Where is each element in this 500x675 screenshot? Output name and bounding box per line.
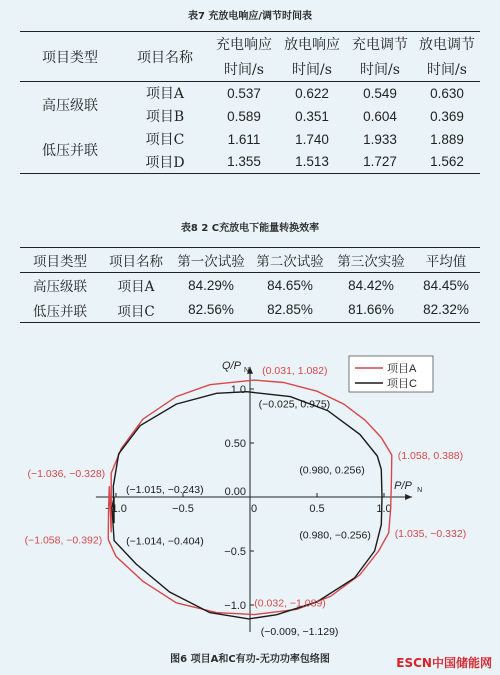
value-cell: 1.889 [430,131,464,147]
x-tick-label: 0.5 [309,503,325,515]
logo-text: 中国储能网 [431,656,492,670]
group-cell: 低压并联 [42,143,98,160]
point-annotation: (−0.009, −1.129) [260,625,339,638]
value-cell: 84.65% [267,277,313,293]
value-cell: 1.933 [363,131,397,147]
point-annotation: (0.980, 0.256) [299,464,365,477]
value-cell: 0.622 [295,85,329,101]
name-cell: 项目A [117,279,155,296]
name-cell: 项目C [117,303,155,320]
value-cell: 84.42% [348,277,394,293]
point-annotation: (−1.015, −0.243) [125,484,204,496]
y-axis-label: Q/P [222,359,241,372]
name-cell: 项目C [145,132,185,148]
value-cell: 0.589 [227,108,261,124]
name-cell: 项目A [145,86,185,103]
name-cell: 项目D [145,154,185,171]
header-col4-l2: 时间/s [427,61,467,78]
point-annotation: (−1.036, −0.328) [27,468,106,481]
value-cell: 84.45% [423,277,469,293]
name-cell: 项目B [145,109,185,125]
value-cell: 0.604 [363,108,397,124]
point-annotation: (−0.025, 0.975) [258,398,331,411]
value-cell: 1.513 [295,154,329,170]
y-tick-label: 1.0 [230,384,246,396]
value-cell: 82.32% [423,302,469,318]
value-cell: 81.66% [348,302,394,318]
x-tick-label: 0 [250,503,258,515]
header-col3-l1: 充电调节 [352,37,408,54]
table-row [20,82,480,105]
x-tick-label: 1.0 [376,503,392,515]
type-cell: 低压并联 [33,303,87,320]
legend-label: 项目C [387,378,417,390]
value-cell: 0.630 [430,85,464,101]
point-annotation: (0.032, −1.089) [254,597,326,610]
value-cell: 82.56% [188,302,234,318]
value-cell: 0.369 [430,108,464,124]
value-cell: 0.537 [227,85,261,101]
value-cell: 1.740 [295,131,329,147]
table7 [20,31,480,174]
header-cell: 第二次试验 [256,254,324,270]
value-cell: 1.562 [430,154,464,170]
value-cell: 1.727 [363,154,397,170]
point-annotation: (−1.014, −0.404) [126,535,204,548]
group-cell: 高压级联 [42,97,98,114]
y-zero-label: 0.00 [224,486,246,498]
x-axis-label-sub: N [417,487,423,494]
type-cell: 高压级联 [33,279,87,296]
point-annotation: (−1.058, −0.392) [24,534,103,547]
value-cell: 82.85% [267,302,313,318]
header-cell: 项目名称 [109,254,163,270]
x-tick-label: −1.0 [105,503,127,515]
y-tick-label: −0.5 [224,546,246,558]
header-col2-l1: 放电响应 [284,37,340,54]
value-cell: 1.355 [227,154,261,170]
header-type: 项目类型 [42,49,98,66]
point-annotation: (0.031, 1.082) [262,365,328,378]
pq-envelope-chart [0,350,500,640]
header-col1-l2: 时间/s [224,61,264,78]
point-annotation: (1.058, 0.388) [397,450,464,463]
header-col3-l2: 时间/s [360,61,400,78]
header-cell: 项目类型 [33,254,87,270]
table7-caption: 表7 充放电响应/调节时间表 [187,11,313,22]
table8 [20,247,480,323]
point-annotation: (1.035, −0.332) [394,527,467,540]
table-row [20,128,480,151]
escn-logo [396,654,492,671]
legend-label: 项目A [387,363,417,375]
value-cell: 84.29% [188,277,234,293]
logo-brand: ESCN [396,656,432,670]
header-cell: 第一次试验 [177,254,245,270]
x-axis-label: P/P [394,480,412,492]
table8-caption: 表8 2 C充放电下能量转换效率 [180,223,320,234]
series-line-c [112,392,382,619]
header-col2-l2: 时间/s [292,61,332,78]
header-name: 项目名称 [137,49,193,66]
header-cell: 平均值 [425,254,467,270]
point-annotation: (0.980, −0.256) [299,529,371,542]
header-col4-l1: 放电调节 [419,37,475,54]
y-axis-label-sub: N [244,366,250,374]
table-row [20,273,480,298]
y-tick-label: 0.50 [224,438,246,450]
header-col1-l1: 充电响应 [216,37,272,54]
x-tick-label: −0.5 [172,503,194,515]
x-axis-arrow [405,494,412,500]
table-row [20,298,480,323]
y-tick-label: −1.0 [224,600,246,612]
header-cell: 第三次实验 [337,254,405,270]
value-cell: 0.549 [363,85,397,101]
value-cell: 1.611 [227,131,261,147]
value-cell: 0.351 [295,108,329,124]
figure-caption: 图6 项目A和C有功-无功功率包络图 [170,654,330,665]
